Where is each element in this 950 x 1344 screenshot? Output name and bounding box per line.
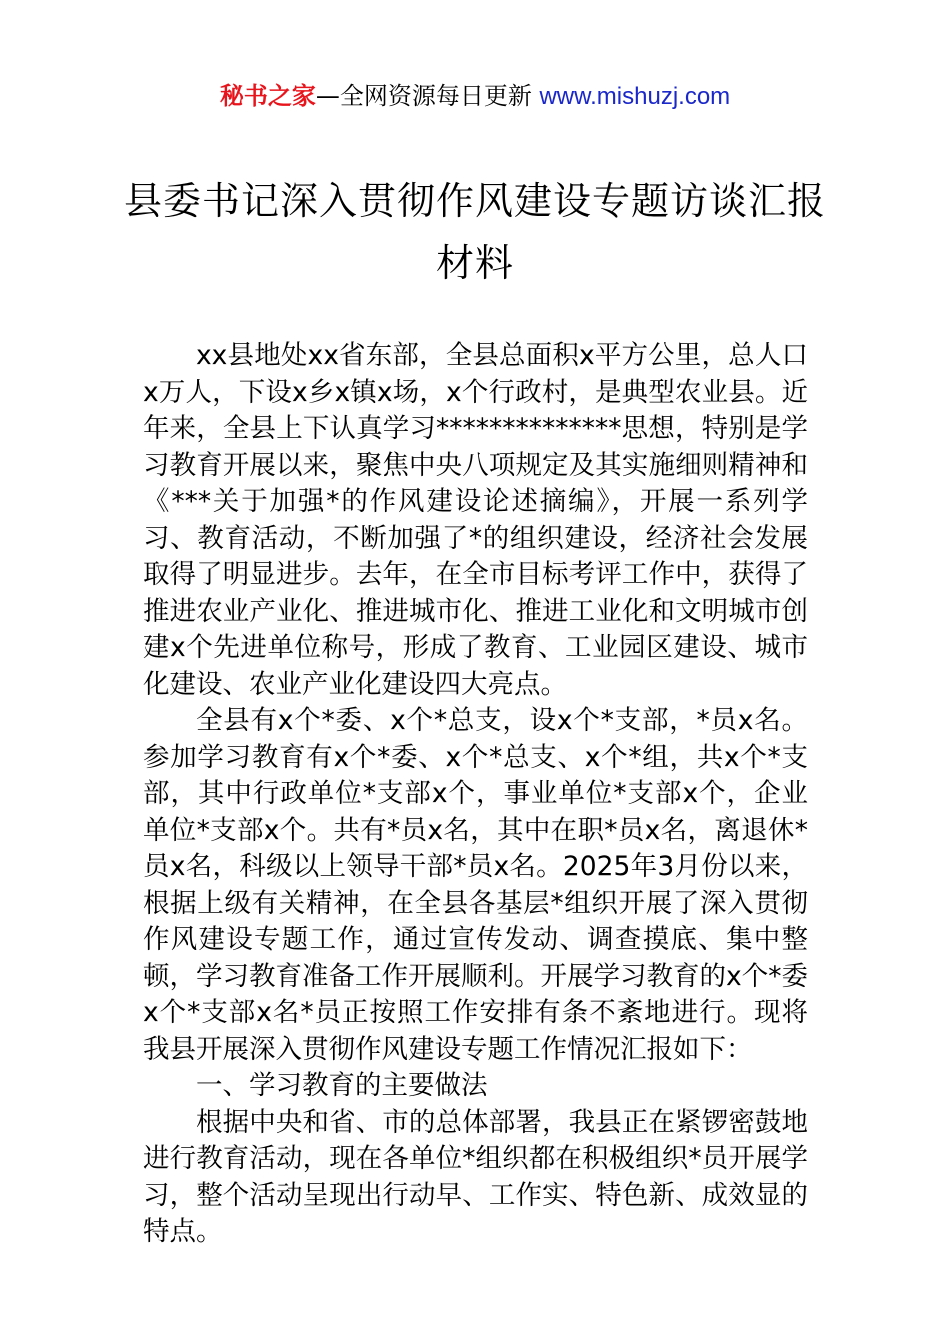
paragraph-practices: 根据中央和省、市的总体部署，我县正在紧锣密鼓地进行教育活动，现在各单位*组织都在积极组织*员开展学习，整个活动呈现出行动早、工作实、特色新、成效显的特点。 bbox=[143, 1106, 808, 1247]
site-brand: 秘书之家 bbox=[219, 82, 316, 110]
paragraph-overview: xx县地处xx省东部，全县总面积x平方公里，总人口x万人，下设x乡x镇x场，x个行政村，是典型农业县。近年来，全县上下认真学习**************思想，特别是学习教育开展以来，聚焦中央八项规定及其实施细则精神和《***关于加强*的作风建设论述摘编》，开展一系列学习、教育活动，不断加强了*的组织建设，经济社会发展取得了明显进步。去年，在全市目标考评工作中，获得了推进农业产业化、推进城市化、推进工业化和文明城市创建x个先进单位称号，形成了教育、工业园区建设、城市化建设、农业产业化建设四大亮点。 bbox=[143, 340, 808, 700]
section-heading: 一、学习教育的主要做法 bbox=[196, 1070, 488, 1101]
site-tagline: —全网资源每日更新 bbox=[315, 82, 540, 110]
document-title: 县委书记深入贯彻作风建设专题访谈汇报材料 bbox=[123, 179, 826, 285]
site-header bbox=[0, 78, 950, 115]
site-url-link[interactable]: www.mishuzj.com bbox=[539, 83, 731, 110]
paragraph-party-organization: 全县有x个*委、x个*总支，设x个*支部，*员x名。参加学习教育有x个*委、x个*总支、x个*组，共x个*支部，其中行政单位*支部x个，事业单位*支部x个，企业单位*支部x个。共有*员x名，其中在职*员x名，离退休*员x名，科级以上领导干部*员x名。2025年3月份以来，根据上级有关精神，在全县各基层*组织开展了深入贯彻作风建设专题工作，通过宣传发动、调查摸底、集中整顿，学习教育准备工作开展顺利。开展学习教育的x个*委x个*支部x名*员正按照工作安排有条不紊地进行。现将我县开展深入贯彻作风建设专题工作情况汇报如下： bbox=[143, 705, 808, 1065]
document-body bbox=[143, 338, 808, 1251]
